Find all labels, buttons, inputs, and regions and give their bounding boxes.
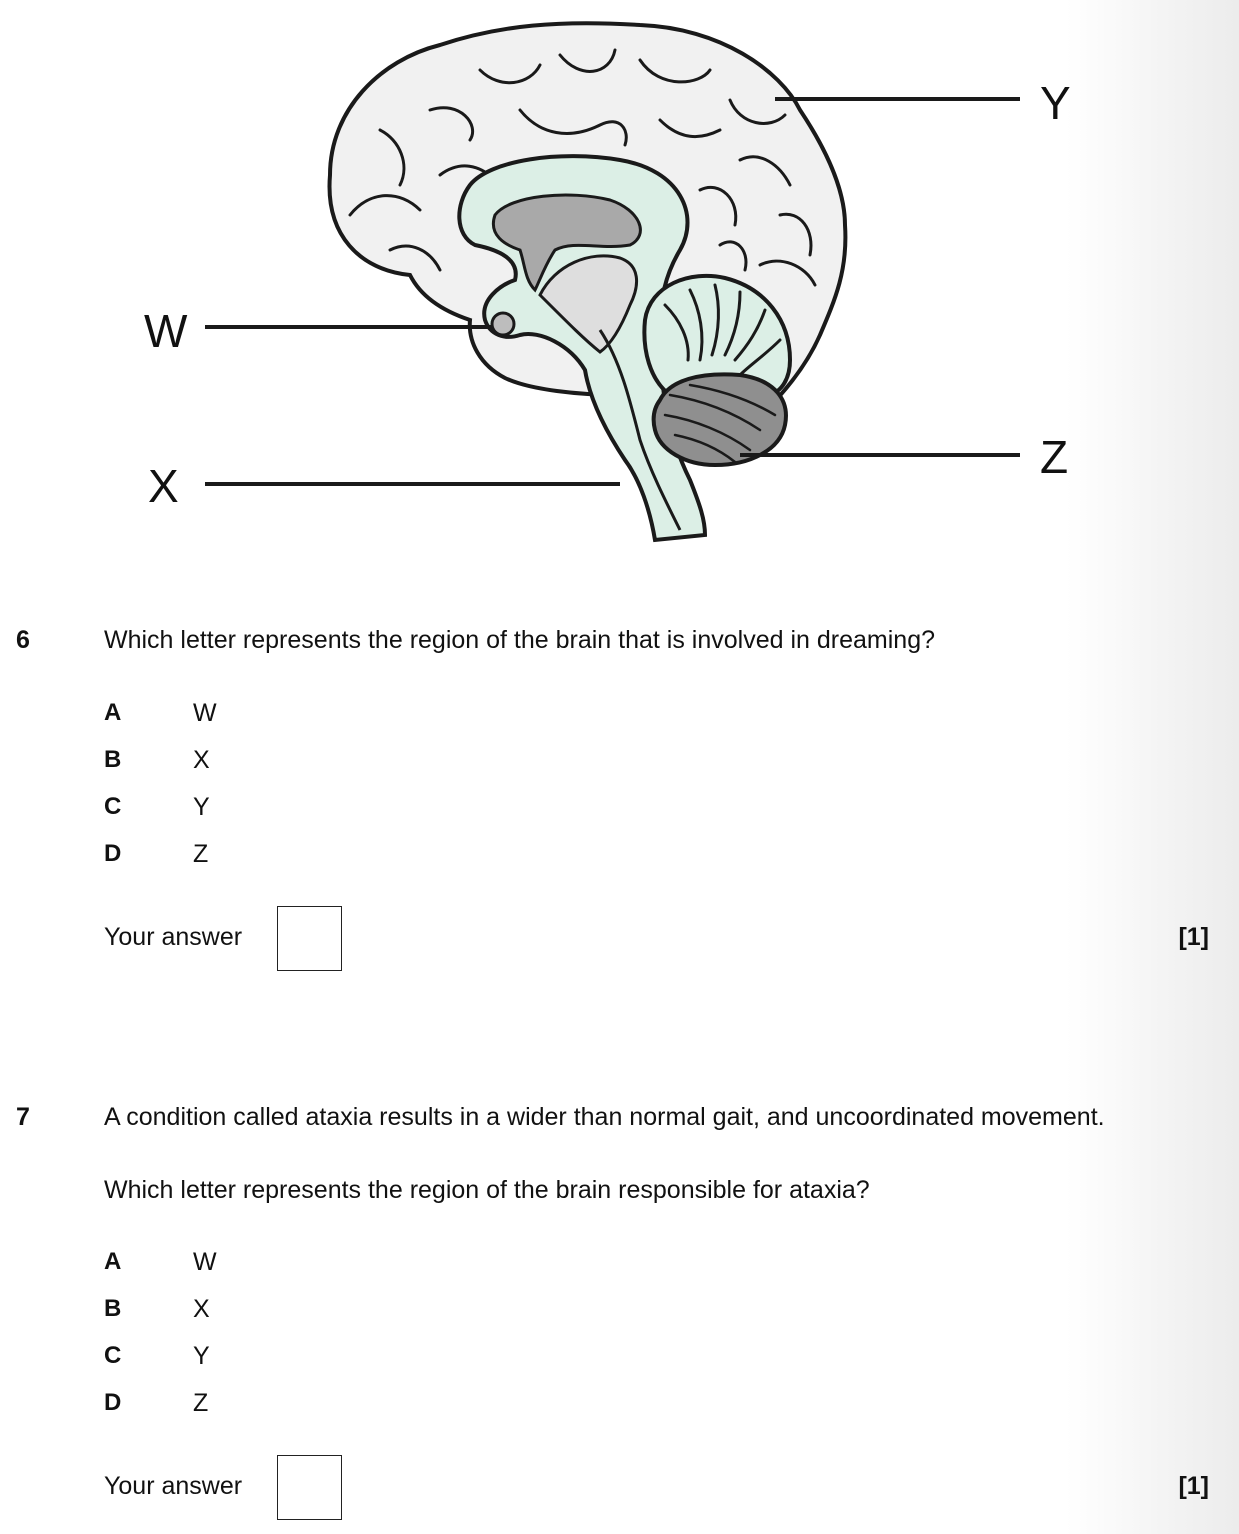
q6-answer-box[interactable]	[277, 906, 342, 971]
q6-answer-label: Your answer	[104, 923, 243, 951]
question-6-text: Which letter represents the region of the brain that is involved in dreaming?	[104, 626, 936, 654]
q6-option-c-value: Y	[193, 793, 210, 821]
q7-answer-box[interactable]	[277, 1455, 342, 1520]
q7-option-b-value: X	[193, 1295, 210, 1323]
diagram-label-w: W	[144, 305, 188, 357]
q7-option-a-letter: A	[104, 1248, 122, 1275]
q6-option-b-letter: B	[104, 746, 122, 773]
q7-answer-label: Your answer	[104, 1472, 243, 1500]
q6-option-c-letter: C	[104, 793, 122, 820]
q6-marks: [1]	[1178, 923, 1209, 951]
pituitary	[492, 313, 514, 335]
question-7-number: 7	[16, 1103, 30, 1131]
diagram-label-x: X	[148, 460, 179, 512]
q6-option-a-value: W	[193, 699, 217, 727]
q6-option-a-letter: A	[104, 699, 122, 726]
question-7-subtext: Which letter represents the region of the brain responsible for ataxia?	[104, 1176, 870, 1204]
q7-option-b-letter: B	[104, 1295, 122, 1322]
q7-option-c-value: Y	[193, 1342, 210, 1370]
q6-option-d-value: Z	[193, 840, 209, 868]
q7-marks: [1]	[1178, 1472, 1209, 1500]
q7-option-d-value: Z	[193, 1389, 209, 1417]
q7-option-c-letter: C	[104, 1342, 122, 1369]
q6-option-d-letter: D	[104, 840, 122, 867]
q7-option-d-letter: D	[104, 1389, 122, 1416]
diagram-label-z: Z	[1040, 431, 1069, 483]
q7-option-a-value: W	[193, 1248, 217, 1276]
question-7-text: A condition called ataxia results in a wider than normal gait, and uncoordinated movement.	[104, 1103, 1105, 1131]
diagram-label-y: Y	[1040, 77, 1071, 129]
question-6-number: 6	[16, 626, 30, 654]
q6-option-b-value: X	[193, 746, 210, 774]
